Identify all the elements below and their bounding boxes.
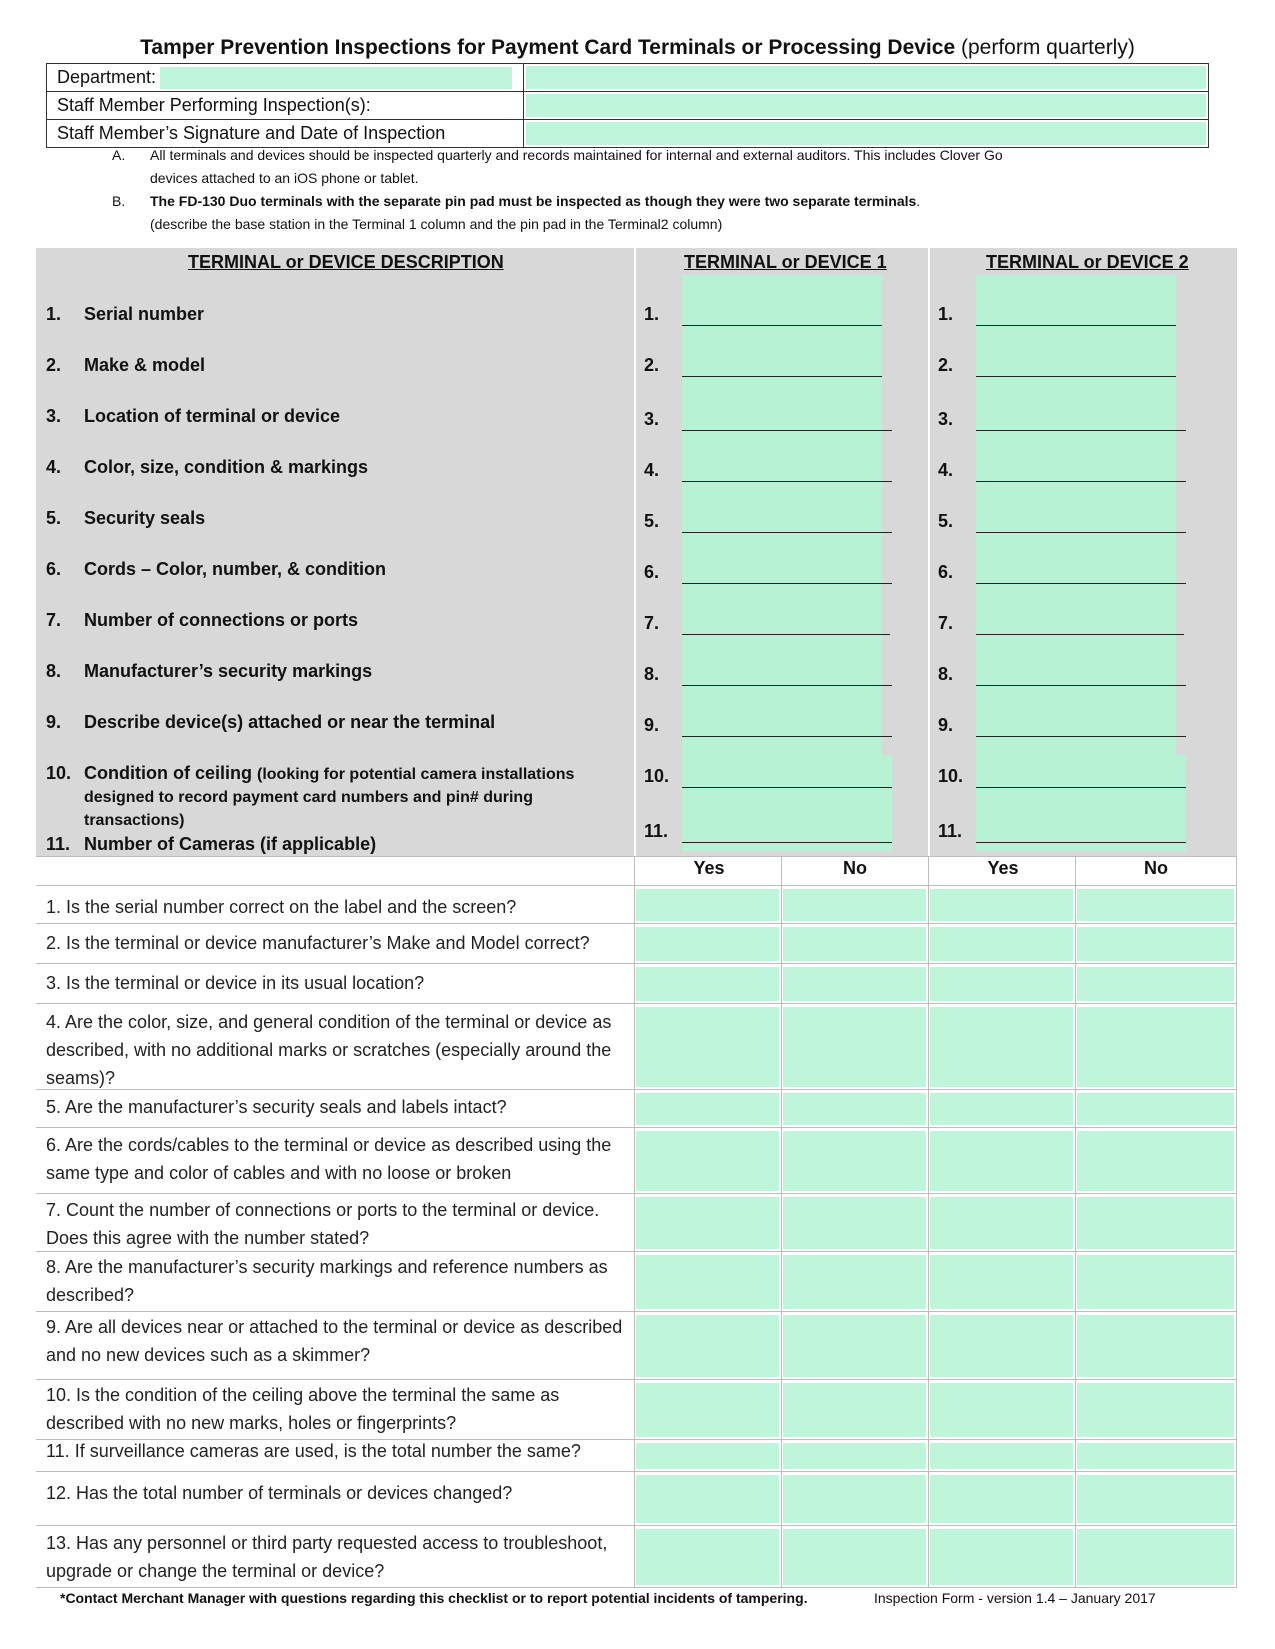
q9-device2-yes[interactable] [930,1315,1073,1377]
q7-device1-no[interactable] [783,1197,926,1249]
q3-device2-yes[interactable] [930,967,1073,1001]
device2-line-number: 6. [938,562,954,582]
question-8: 8. Are the manufacturer’s security markings and reference numbers as described? [46,1257,608,1305]
device1-line-number: 2. [644,355,660,375]
form-title [0,34,1275,62]
q1-device2-no[interactable] [1077,889,1234,921]
note-b-period: . [916,193,921,209]
item-number: 4. [46,457,62,477]
device1-location-input[interactable] [682,410,892,431]
row-rule [36,1193,1237,1194]
note-a-marker: A. [112,147,126,163]
device1-color-input[interactable] [682,461,892,482]
q2-device1-yes[interactable] [636,927,779,961]
q3-device1-yes[interactable] [636,967,779,1001]
item-number: 5. [46,508,62,528]
item-label: Manufacturer’s security markings [84,661,373,681]
question-11: 11. If surveillance cameras are used, is the total number the same? [46,1441,581,1461]
device2-line-number: 5. [938,511,954,531]
device1-line-number: 1. [644,304,660,324]
q10-device2-yes[interactable] [930,1383,1073,1437]
item-label: Make & model [84,355,206,375]
device2-line-number: 3. [938,409,954,429]
version-footer: Inspection Form - version 1.4 – January 2017 [874,1590,1156,1606]
q9-device1-no[interactable] [783,1315,926,1377]
signature-cell [524,120,1209,148]
device2-column-header: TERMINAL or DEVICE 2 [986,252,1189,272]
device2-attached-devices-input[interactable] [976,716,1186,737]
staff-member-row [47,92,1209,120]
device1-ports-input[interactable] [682,614,890,635]
item-8 [46,660,372,682]
q5-device2-no[interactable] [1077,1093,1234,1125]
q1-device1-yes[interactable] [636,889,779,921]
signature-row [47,120,1209,148]
device2-seals-input[interactable] [976,512,1186,533]
q13-device1-no[interactable] [783,1529,926,1585]
device1-line-number: 8. [644,664,660,684]
item-5 [46,507,205,529]
q10-device1-no[interactable] [783,1383,926,1437]
row-rule [36,1127,1237,1128]
q2-device2-yes[interactable] [930,927,1073,961]
device2-ports-input[interactable] [976,614,1184,635]
row-rule [36,963,1237,964]
grid-line [1236,856,1237,1588]
q12-device2-yes[interactable] [930,1475,1073,1523]
department-row [47,64,1209,92]
row-rule [36,1089,1237,1090]
q8-device2-yes[interactable] [930,1255,1073,1309]
item-number: 8. [46,661,62,681]
q12-device1-no[interactable] [783,1475,926,1523]
device1-cords-input[interactable] [682,563,892,584]
device2-ceiling-input[interactable] [976,767,1186,788]
item-label: Number of connections or ports [84,610,359,630]
row-rule [36,1525,1237,1526]
q7-device1-yes[interactable] [636,1197,779,1249]
item-1 [46,303,204,325]
department-cell [524,64,1209,92]
department-label: Department: [57,67,157,87]
device1-line-number: 9. [644,715,660,735]
q11-device2-yes[interactable] [930,1443,1073,1469]
item-continuation-2: transactions) [84,812,185,829]
item-label: Color, size, condition & markings [84,457,369,477]
item-number: 10. [46,763,72,783]
device2-line-number: 8. [938,664,954,684]
device1-line-number: 3. [644,409,660,429]
item-number: 11. [46,834,71,854]
item-label: Number of Cameras (if applicable) [84,834,377,854]
q7-device2-no[interactable] [1077,1197,1234,1249]
grid-line [781,856,782,1588]
row-rule [36,1587,1237,1588]
q6-device2-no[interactable] [1077,1131,1234,1191]
device1-column-header: TERMINAL or DEVICE 1 [684,252,887,272]
description-column-header: TERMINAL or DEVICE DESCRIPTION [188,252,504,272]
row-rule [36,1003,1237,1004]
device1-make-model-input[interactable] [682,356,882,377]
q6-device1-yes[interactable] [636,1131,779,1191]
device2-line-number: 4. [938,460,954,480]
note-a-line2: devices attached to an iOS phone or tablet. [150,170,419,186]
item-label: Condition of ceiling [84,763,252,783]
device2-cords-input[interactable] [976,563,1186,584]
grid-line [1075,856,1076,1588]
q12-device2-no[interactable] [1077,1475,1234,1523]
q3-device2-no[interactable] [1077,967,1234,1001]
q12-device1-yes[interactable] [636,1475,779,1523]
device2-line-number: 1. [938,304,954,324]
device2-line-number: 9. [938,715,954,735]
q2-device2-no[interactable] [1077,927,1234,961]
item-7 [46,609,358,631]
note-b-line1 [150,192,920,210]
item-4 [46,456,368,478]
device2-line-number: 11. [938,821,963,841]
question-3: 3. Is the terminal or device in its usual location? [46,973,425,993]
item-number: 9. [46,712,62,732]
row-rule [36,1471,1237,1472]
department-input[interactable] [526,66,1206,89]
header-fields-table [46,63,1209,148]
item-3 [46,405,340,427]
department-input-inline[interactable] [160,67,512,89]
q5-device2-yes[interactable] [930,1093,1073,1125]
question-10: 10. Is the condition of the ceiling above the terminal the same as described with no new marks, holes or fingerprints? [46,1385,560,1433]
note-b-line2: (describe the base station in the Terminal 1 column and the pin pad in the Terminal2 column) [150,216,723,232]
staff-member-input[interactable] [526,94,1206,117]
q11-device2-no[interactable] [1077,1443,1234,1469]
q10-device2-no[interactable] [1077,1383,1234,1437]
q3-device1-no[interactable] [783,967,926,1001]
item-note: (looking for potential camera installations [257,766,575,783]
device1-line-number: 5. [644,511,660,531]
device1-line-number: 7. [644,613,660,633]
item-number: 7. [46,610,62,630]
q1-device2-yes[interactable] [930,889,1073,921]
device1-attached-devices-input[interactable] [682,716,892,737]
question-6: 6. Are the cords/cables to the terminal or device as described using the same type and color of cables and with no loose or broken [46,1135,612,1183]
signature-label: Staff Member’s Signature and Date of Inspection [47,120,524,148]
item-number: 2. [46,355,62,375]
device2-color-input[interactable] [976,461,1186,482]
item-2 [46,354,205,376]
device1-markings-input[interactable] [682,665,892,686]
item-10 [46,762,574,832]
item-label: Security seals [84,508,206,528]
q10-device1-yes[interactable] [636,1383,779,1437]
form-title-sub: (perform quarterly) [960,36,1135,59]
device2-line-number: 10. [938,766,964,786]
q8-device2-no[interactable] [1077,1255,1234,1309]
contact-footer: *Contact Merchant Manager with questions regarding this checklist or to report potential incidents of tampering. [60,1590,808,1606]
staff-member-cell [524,92,1209,120]
column-divider-2 [928,248,930,856]
q6-device1-no[interactable] [783,1131,926,1191]
question-1: 1. Is the serial number correct on the label and the screen? [46,897,517,917]
q2-device1-no[interactable] [783,927,926,961]
q9-device2-no[interactable] [1077,1315,1234,1377]
signature-input[interactable] [526,122,1206,145]
q5-device1-yes[interactable] [636,1093,779,1125]
device2-serial-input[interactable] [976,305,1176,326]
column-divider-1 [634,248,636,856]
note-b-bold: The FD-130 Duo terminals with the separate pin pad must be inspected as though they were two separate terminals [150,193,917,209]
device2-no-header: No [1144,858,1168,878]
q8-device1-no[interactable] [783,1255,926,1309]
q13-device1-yes[interactable] [636,1529,779,1585]
q1-device1-no[interactable] [783,889,926,921]
staff-member-label: Staff Member Performing Inspection(s): [47,92,524,120]
q13-device2-no[interactable] [1077,1529,1234,1585]
item-11 [46,833,376,855]
device1-yes-header: Yes [693,858,725,878]
device2-line-number: 2. [938,355,954,375]
item-6 [46,558,386,580]
device1-cameras-input[interactable] [682,822,892,843]
question-9: 9. Are all devices near or attached to the terminal or device as described and no new devices such as a skimmer? [46,1317,623,1365]
note-a-line1: All terminals and devices should be inspected quarterly and records maintained for internal and external auditors. This includes Clover Go [150,147,1003,163]
question-7: 7. Count the number of connections or ports to the terminal or device. Does this agree with the number stated? [46,1200,600,1248]
row-rule [36,1311,1237,1312]
q4-device1-no[interactable] [783,1007,926,1087]
question-5: 5. Are the manufacturer’s security seals and labels intact? [46,1097,507,1117]
row-rule [36,923,1237,924]
item-label: Serial number [84,304,205,324]
item-number: 6. [46,559,62,579]
q4-device1-yes[interactable] [636,1007,779,1087]
item-number: 3. [46,406,62,426]
device1-seals-input[interactable] [682,512,892,533]
q13-device2-yes[interactable] [930,1529,1073,1585]
device2-line-number: 7. [938,613,954,633]
item-label: Cords – Color, number, & condition [84,559,387,579]
item-9 [46,711,495,733]
device1-ceiling-input[interactable] [682,767,892,788]
question-4: 4. Are the color, size, and general condition of the terminal or device as described, with no additional marks or scratches (especially around the seams)? [46,1012,612,1088]
grid-line [928,856,929,1588]
q4-device2-yes[interactable] [930,1007,1073,1087]
q5-device1-no[interactable] [783,1093,926,1125]
q11-device1-yes[interactable] [636,1443,779,1469]
question-2: 2. Is the terminal or device manufacturer’s Make and Model correct? [46,933,590,953]
item-continuation-1: designed to record payment card numbers and pin# during [84,789,533,806]
question-12: 12. Has the total number of terminals or devices changed? [46,1483,513,1503]
device2-cameras-input[interactable] [976,822,1186,843]
item-label: Location of terminal or device [84,406,341,426]
device2-make-model-input[interactable] [976,356,1176,377]
device2-yes-header: Yes [987,858,1019,878]
item-number: 1. [46,304,62,324]
device1-line-number: 6. [644,562,660,582]
q9-device1-yes[interactable] [636,1315,779,1377]
question-13: 13. Has any personnel or third party requested access to troubleshoot, upgrade or change the terminal or device? [46,1533,608,1581]
note-b-marker: B. [112,193,126,209]
device1-line-number: 11. [644,821,669,841]
form-title-main: Tamper Prevention Inspections for Payment Card Terminals or Processing Device [140,36,956,59]
department-label-cell [47,64,524,92]
device1-serial-input[interactable] [682,305,882,326]
q4-device2-no[interactable] [1077,1007,1234,1087]
device1-no-header: No [843,858,867,878]
device1-line-number: 10. [644,766,670,786]
item-label: Describe device(s) attached or near the terminal [84,712,496,732]
device2-location-input[interactable] [976,410,1186,431]
device2-markings-input[interactable] [976,665,1186,686]
q7-device2-yes[interactable] [930,1197,1073,1249]
row-rule [36,885,1237,886]
q8-device1-yes[interactable] [636,1255,779,1309]
row-rule [36,1379,1237,1380]
device1-line-number: 4. [644,460,660,480]
q11-device1-no[interactable] [783,1443,926,1469]
row-rule [36,1251,1237,1252]
q6-device2-yes[interactable] [930,1131,1073,1191]
